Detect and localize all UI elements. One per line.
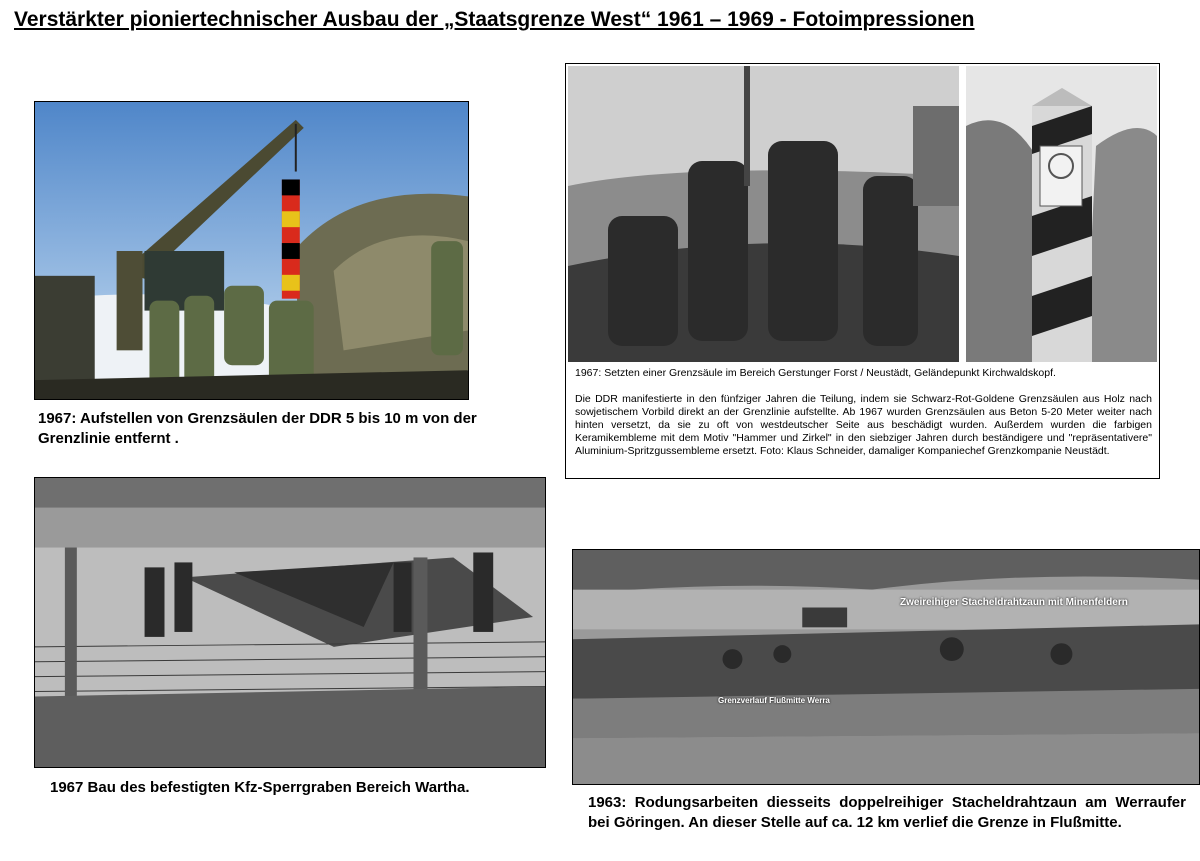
river-overlay-label: Grenzverlauf Flußmitte Werra xyxy=(718,696,830,705)
crane-photo-caption: 1967: Aufstellen von Grenzsäulen der DDR 5 bis 10 m von der Grenzlinie entfernt . xyxy=(38,410,477,447)
post-setting-description: Die DDR manifestierte in den fünfziger Jahren die Teilung, indem sie Schwarz-Rot-Goldene Grenzsäulen aus Holz nach sowjetischem Vorbild direkt an der Grenzlinie aufstellte. Ab 1967 wurden Grenzsäulen aus Beton 5-20 Meter weiter nach hinten versetzt, da sie zu oft von westdeutscher Seite aus beschädigt wurden. Außerdem wurden die farbigen Keramikembleme mit dem Motiv "Hammer und Zirkel" in den siebziger Jahren durch beständigere und "repräsentativere" Aluminium-Spritzgussembleme ersetzt. Foto: Klaus Schneider, damaliger Kompaniechef Grenzkompanie Neustädt. xyxy=(575,393,1152,457)
concrete-post-photo xyxy=(966,66,1157,362)
trench-photo-caption: 1967 Bau des befestigten Kfz-Sperrgraben Bereich Wartha. xyxy=(50,779,470,796)
fence-overlay-label: Zweireihiger Stacheldrahtzaun mit Minenfeldern xyxy=(900,597,1128,608)
soldiers-post-photo xyxy=(568,66,959,362)
werra-photo-caption: 1963: Rodungsarbeiten diesseits doppelreihiger Stacheldrahtzaun am Werraufer bei Göringen. An dieser Stelle auf ca. 12 km verlief die Grenze in Flußmitte. xyxy=(588,794,1186,831)
crane-photo xyxy=(34,101,469,400)
post-setting-caption: 1967: Setzten einer Grenzsäule im Bereich Gerstunger Forst / Neustädt, Geländepunkt Kirchwaldskopf. xyxy=(575,367,1056,379)
trench-photo xyxy=(34,477,546,768)
page-title: Verstärkter pioniertechnischer Ausbau der „Staatsgrenze West“ 1961 – 1969 - Fotoimpressionen xyxy=(14,8,975,31)
werra-photo xyxy=(572,549,1200,785)
